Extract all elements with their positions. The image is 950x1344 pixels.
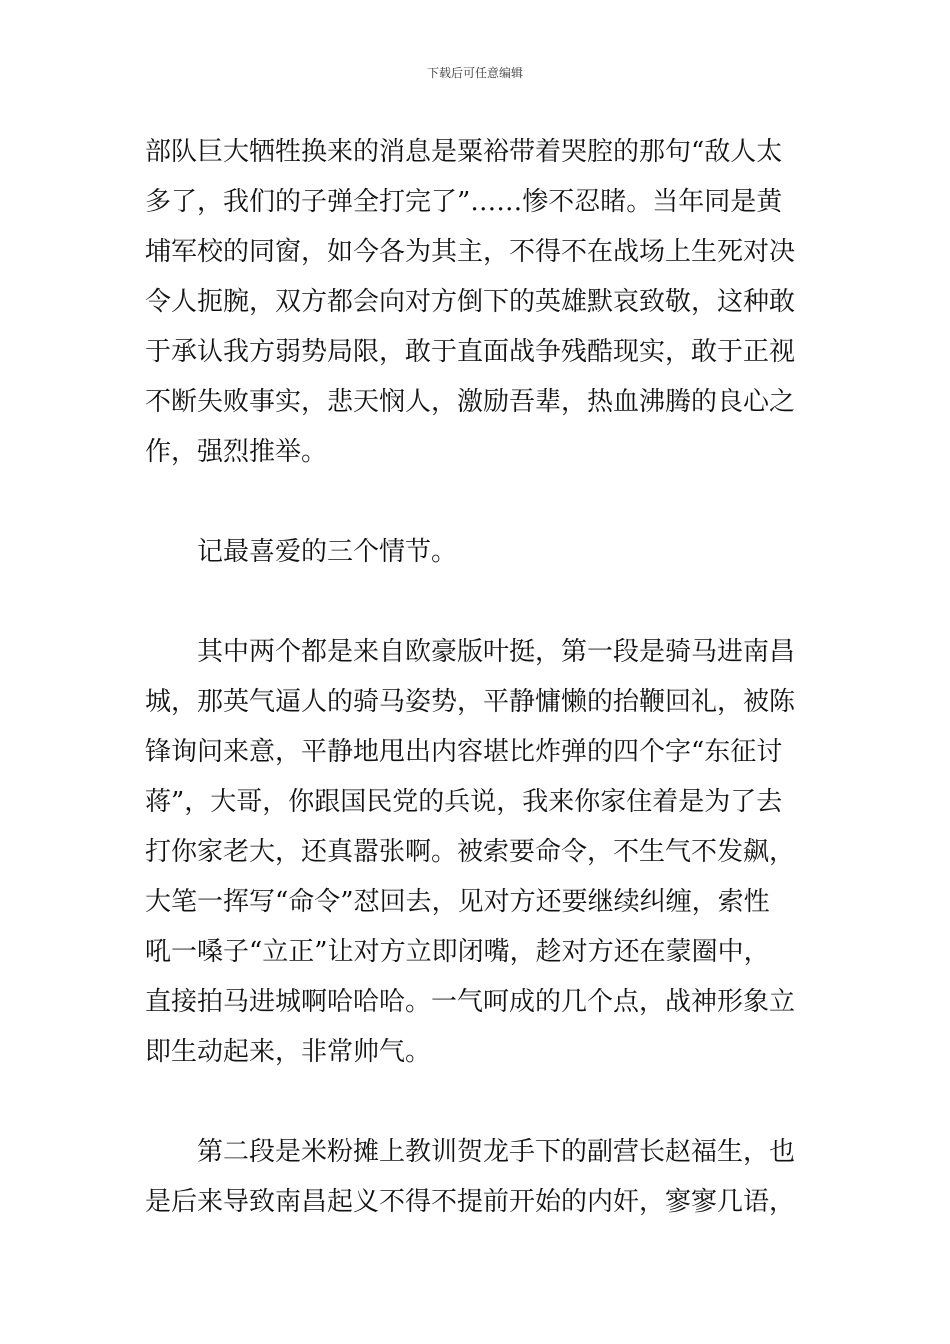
paragraph-3 bbox=[145, 627, 807, 1077]
text-line: 其中两个都是来自欧豪版叶挺，第一段是骑马进南昌 bbox=[197, 637, 796, 667]
text-line: 吼一嗓子“立正”让对方立即闭嘴，趁对方还在蒙圈中， bbox=[145, 937, 770, 967]
paragraph-2 bbox=[145, 527, 807, 577]
text-line: 城，那英气逼人的骑马姿势，平静慵懒的抬鞭回礼，被陈 bbox=[145, 687, 796, 717]
text-line: 作，强烈推举。 bbox=[145, 437, 328, 467]
document-body bbox=[145, 127, 807, 1227]
paragraph-1 bbox=[145, 127, 807, 477]
text-line: 锋询问来意，平静地甩出内容堪比炸弹的四个字“东征讨 bbox=[145, 737, 783, 767]
text-line: 大笔一挥写“命令”怼回去，见对方还要继续纠缠，索性 bbox=[145, 887, 770, 917]
text-line: 令人扼腕，双方都会向对方倒下的英雄默哀致敬，这种敢 bbox=[145, 287, 796, 317]
text-line: 蒋”，大哥，你跟国民党的兵说，我来你家住着是为了去 bbox=[145, 787, 783, 817]
text-line: 部队巨大牺牲换来的消息是粟裕带着哭腔的那句“敌人太 bbox=[145, 137, 783, 167]
page-header: 下载后可任意编辑 bbox=[426, 66, 523, 80]
text-line: 于承认我方弱势局限，敢于直面战争残酷现实，敢于正视 bbox=[145, 337, 796, 367]
text-line: 不断失败事实，悲天悯人，激励吾辈，热血沸腾的良心之 bbox=[145, 387, 796, 417]
text-line: 即生动起来，非常帅气。 bbox=[145, 1037, 432, 1067]
text-line: 直接拍马进城啊哈哈哈。一气呵成的几个点，战神形象立 bbox=[145, 987, 796, 1017]
text-line: 第二段是米粉摊上教训贺龙手下的副营长赵福生，也 bbox=[197, 1137, 796, 1167]
text-line: 是后来导致南昌起义不得不提前开始的内奸，寥寥几语， bbox=[145, 1187, 796, 1217]
text-line: 多了，我们的子弹全打完了”……惨不忍睹。当年同是黄 bbox=[145, 187, 783, 217]
text-line: 打你家老大，还真嚣张啊。被索要命令，不生气不发飙， bbox=[145, 837, 796, 867]
text-line: 埔军校的同窗，如今各为其主，不得不在战场上生死对决 bbox=[145, 237, 796, 267]
paragraph-4 bbox=[145, 1127, 807, 1227]
text-line: 记最喜爱的三个情节。 bbox=[197, 537, 458, 567]
